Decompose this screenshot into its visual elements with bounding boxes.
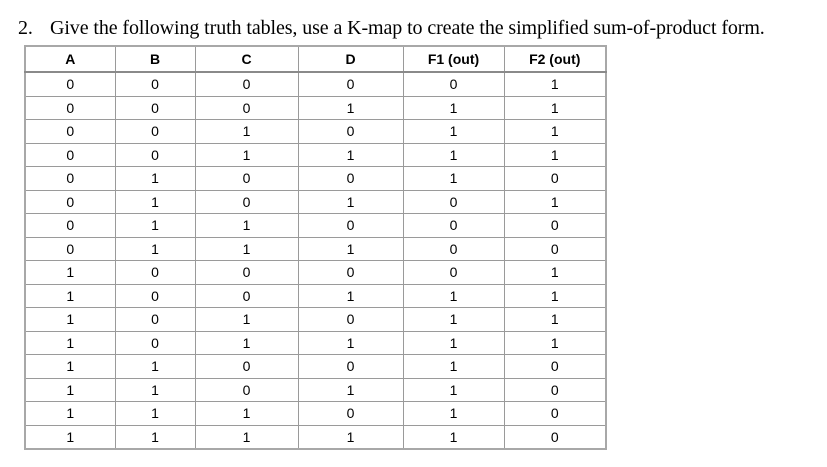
cell-c: 1 <box>195 237 298 261</box>
cell-f1: 1 <box>403 143 504 167</box>
cell-f2: 0 <box>504 167 606 191</box>
cell-f2: 1 <box>504 308 606 332</box>
cell-b: 0 <box>115 96 195 120</box>
cell-f2: 1 <box>504 96 606 120</box>
cell-a: 0 <box>25 120 115 144</box>
question-prompt <box>18 17 765 40</box>
cell-d: 0 <box>298 72 403 96</box>
cell-d: 0 <box>298 167 403 191</box>
cell-f2: 1 <box>504 331 606 355</box>
cell-c: 1 <box>195 120 298 144</box>
cell-a: 1 <box>25 402 115 426</box>
cell-f2: 1 <box>504 120 606 144</box>
truth-table-body <box>25 72 606 449</box>
cell-a: 0 <box>25 237 115 261</box>
cell-c: 0 <box>195 261 298 285</box>
cell-d: 0 <box>298 261 403 285</box>
cell-f1: 0 <box>403 72 504 96</box>
cell-c: 1 <box>195 308 298 332</box>
cell-f1: 1 <box>403 331 504 355</box>
cell-d: 0 <box>298 214 403 238</box>
cell-f2: 0 <box>504 214 606 238</box>
cell-c: 0 <box>195 72 298 96</box>
column-header-f2: F2 (out) <box>504 46 606 72</box>
table-row <box>25 72 606 96</box>
cell-f1: 0 <box>403 190 504 214</box>
cell-f2: 1 <box>504 190 606 214</box>
question-text: Give the following truth tables, use a K-map to create the simplified sum-of-product form. <box>50 17 765 39</box>
cell-d: 0 <box>298 308 403 332</box>
cell-c: 1 <box>195 331 298 355</box>
cell-f2: 1 <box>504 143 606 167</box>
column-header-b: B <box>115 46 195 72</box>
cell-f1: 1 <box>403 96 504 120</box>
column-header-f1: F1 (out) <box>403 46 504 72</box>
cell-c: 0 <box>195 190 298 214</box>
cell-b: 1 <box>115 355 195 379</box>
cell-d: 1 <box>298 237 403 261</box>
cell-f2: 0 <box>504 237 606 261</box>
cell-a: 0 <box>25 72 115 96</box>
table-row <box>25 331 606 355</box>
cell-f2: 0 <box>504 402 606 426</box>
cell-b: 1 <box>115 402 195 426</box>
cell-f1: 1 <box>403 284 504 308</box>
cell-f1: 1 <box>403 355 504 379</box>
table-row <box>25 237 606 261</box>
cell-b: 1 <box>115 190 195 214</box>
table-row <box>25 378 606 402</box>
table-row <box>25 190 606 214</box>
cell-d: 1 <box>298 378 403 402</box>
column-header-d: D <box>298 46 403 72</box>
cell-a: 1 <box>25 308 115 332</box>
cell-f1: 0 <box>403 261 504 285</box>
table-row <box>25 214 606 238</box>
cell-f1: 1 <box>403 120 504 144</box>
cell-f1: 0 <box>403 214 504 238</box>
cell-d: 0 <box>298 402 403 426</box>
table-header-row <box>25 46 606 72</box>
cell-f1: 1 <box>403 308 504 332</box>
cell-d: 1 <box>298 143 403 167</box>
cell-c: 0 <box>195 284 298 308</box>
cell-b: 1 <box>115 425 195 449</box>
cell-b: 0 <box>115 120 195 144</box>
cell-d: 1 <box>298 96 403 120</box>
cell-f2: 1 <box>504 284 606 308</box>
cell-f1: 1 <box>403 378 504 402</box>
cell-f1: 1 <box>403 402 504 426</box>
cell-b: 1 <box>115 214 195 238</box>
cell-d: 0 <box>298 120 403 144</box>
table-row <box>25 355 606 379</box>
table-row <box>25 167 606 191</box>
cell-a: 1 <box>25 284 115 308</box>
cell-c: 0 <box>195 355 298 379</box>
truth-table <box>24 45 607 450</box>
cell-a: 0 <box>25 214 115 238</box>
cell-a: 0 <box>25 143 115 167</box>
cell-b: 1 <box>115 378 195 402</box>
column-header-a: A <box>25 46 115 72</box>
cell-b: 1 <box>115 237 195 261</box>
cell-f1: 1 <box>403 167 504 191</box>
cell-d: 1 <box>298 190 403 214</box>
cell-f1: 0 <box>403 237 504 261</box>
cell-a: 0 <box>25 167 115 191</box>
cell-f2: 0 <box>504 425 606 449</box>
cell-a: 1 <box>25 355 115 379</box>
cell-c: 0 <box>195 378 298 402</box>
cell-f2: 0 <box>504 378 606 402</box>
cell-f1: 1 <box>403 425 504 449</box>
table-row <box>25 425 606 449</box>
cell-b: 0 <box>115 331 195 355</box>
cell-a: 1 <box>25 261 115 285</box>
table-row <box>25 96 606 120</box>
cell-b: 0 <box>115 72 195 96</box>
cell-b: 0 <box>115 143 195 167</box>
cell-c: 1 <box>195 214 298 238</box>
column-header-c: C <box>195 46 298 72</box>
cell-a: 1 <box>25 425 115 449</box>
cell-f2: 1 <box>504 72 606 96</box>
cell-a: 0 <box>25 96 115 120</box>
cell-f2: 0 <box>504 355 606 379</box>
cell-f2: 1 <box>504 261 606 285</box>
cell-b: 1 <box>115 167 195 191</box>
cell-c: 1 <box>195 402 298 426</box>
cell-c: 1 <box>195 143 298 167</box>
cell-a: 0 <box>25 190 115 214</box>
cell-a: 1 <box>25 378 115 402</box>
question-number: 2. <box>18 17 33 39</box>
cell-b: 0 <box>115 284 195 308</box>
table-row <box>25 120 606 144</box>
cell-c: 0 <box>195 96 298 120</box>
cell-b: 0 <box>115 308 195 332</box>
cell-d: 0 <box>298 355 403 379</box>
table-row <box>25 308 606 332</box>
table-row <box>25 143 606 167</box>
table-row <box>25 261 606 285</box>
table-row <box>25 284 606 308</box>
cell-d: 1 <box>298 331 403 355</box>
cell-c: 0 <box>195 167 298 191</box>
table-row <box>25 402 606 426</box>
cell-b: 0 <box>115 261 195 285</box>
cell-d: 1 <box>298 284 403 308</box>
cell-a: 1 <box>25 331 115 355</box>
cell-d: 1 <box>298 425 403 449</box>
cell-c: 1 <box>195 425 298 449</box>
